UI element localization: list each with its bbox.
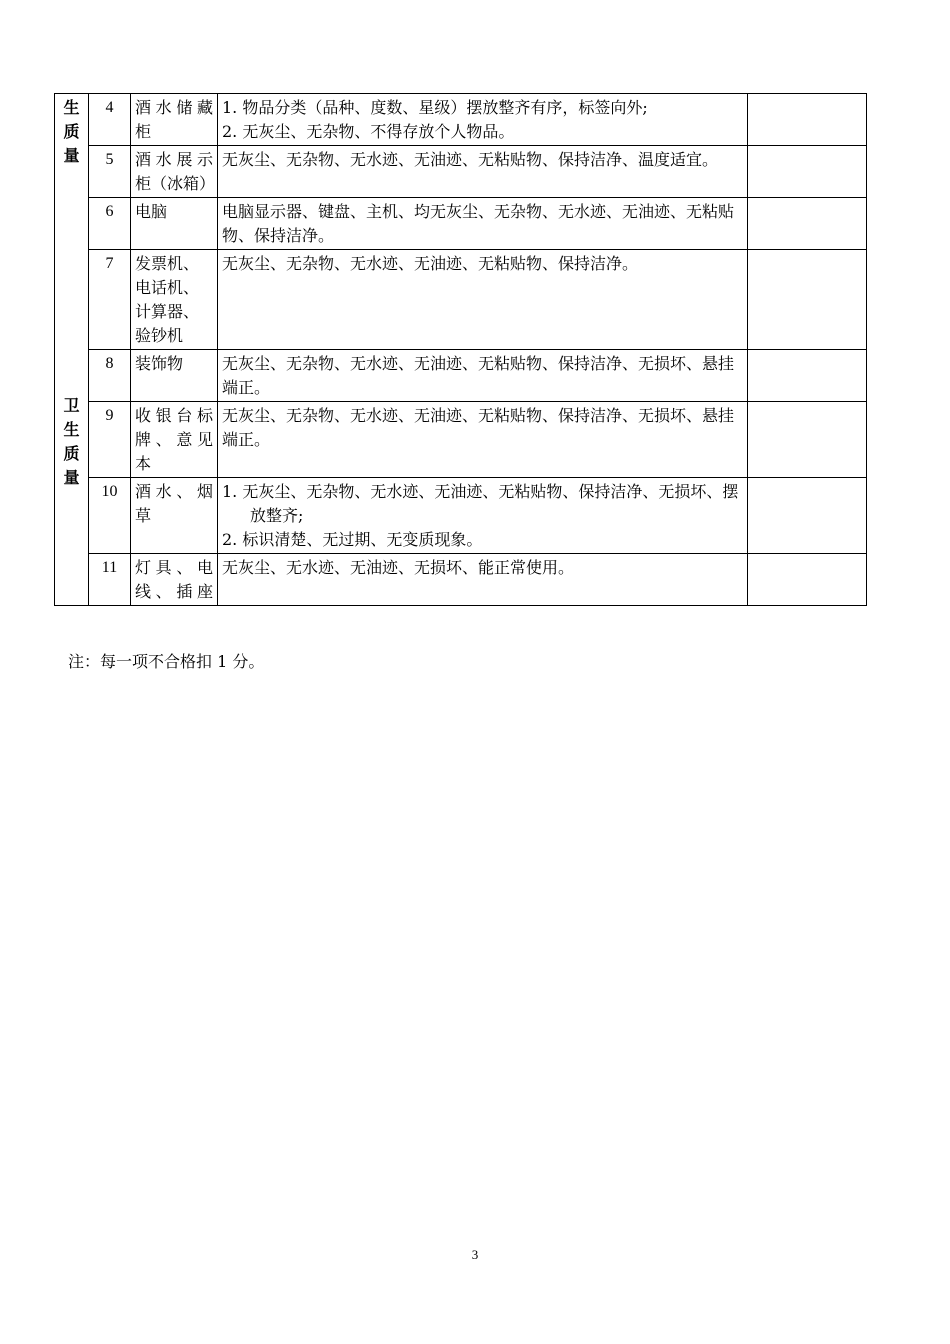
score-cell <box>748 478 867 554</box>
score-cell <box>748 146 867 198</box>
table-row <box>55 478 867 554</box>
table-row <box>55 554 867 606</box>
item-name: 酒水、烟草 <box>131 478 218 554</box>
standard-line: 1. 无灰尘、无杂物、无水迹、无油迹、无粘贴物、保持洁净、无损坏、摆放整齐; <box>222 482 739 525</box>
row-number: 7 <box>89 250 131 350</box>
scoring-note: 注：每一项不合格扣 1 分。 <box>68 652 265 671</box>
standard-line: 无灰尘、无杂物、无水迹、无油迹、无粘贴物、保持洁净、温度适宜。 <box>222 150 719 169</box>
table-row <box>55 94 867 146</box>
score-cell <box>748 350 867 402</box>
category-cell <box>55 94 89 606</box>
item-name: 酒水展示柜（冰箱） <box>131 146 218 198</box>
standard-line: 无灰尘、无杂物、无水迹、无油迹、无粘贴物、保持洁净、无损坏、悬挂端正。 <box>222 354 735 397</box>
item-name: 灯具、电线、插座 <box>131 554 218 606</box>
standard-cell <box>218 554 748 606</box>
score-cell <box>748 198 867 250</box>
hygiene-inspection-table <box>54 93 867 606</box>
row-number: 11 <box>89 554 131 606</box>
row-number: 6 <box>89 198 131 250</box>
standard-line: 1. 物品分类（品种、度数、星级）摆放整齐有序，标签向外; <box>222 98 648 117</box>
score-cell <box>748 554 867 606</box>
category-label-top <box>55 96 88 168</box>
standard-cell <box>218 478 748 554</box>
table-row <box>55 402 867 478</box>
table-row <box>55 146 867 198</box>
item-name: 收银台标牌、意见本 <box>131 402 218 478</box>
standard-line: 无灰尘、无杂物、无水迹、无油迹、无粘贴物、保持洁净、无损坏、悬挂端正。 <box>222 406 735 449</box>
row-number: 10 <box>89 478 131 554</box>
standard-cell <box>218 198 748 250</box>
table-row <box>55 350 867 402</box>
table-row <box>55 250 867 350</box>
table-row <box>55 198 867 250</box>
standard-cell <box>218 250 748 350</box>
score-cell <box>748 402 867 478</box>
standard-line: 电脑显示器、键盘、主机、均无灰尘、无杂物、无水迹、无油迹、无粘贴物、保持洁净。 <box>222 202 735 245</box>
item-name: 发票机、电话机、计算器、验钞机 <box>131 250 218 350</box>
standard-line: 无灰尘、无水迹、无油迹、无损坏、能正常使用。 <box>222 558 575 577</box>
score-cell <box>748 94 867 146</box>
score-cell <box>748 250 867 350</box>
row-number: 5 <box>89 146 131 198</box>
row-number: 4 <box>89 94 131 146</box>
item-name: 酒水储藏柜 <box>131 94 218 146</box>
row-number: 9 <box>89 402 131 478</box>
item-name: 装饰物 <box>131 350 218 402</box>
standard-line: 2. 标识清楚、无过期、无变质现象。 <box>222 530 483 549</box>
standard-line: 无灰尘、无杂物、无水迹、无油迹、无粘贴物、保持洁净。 <box>222 254 639 273</box>
category-char: 卫 <box>63 396 80 415</box>
category-char: 量 <box>63 146 80 165</box>
standard-cell <box>218 146 748 198</box>
row-number: 8 <box>89 350 131 402</box>
standard-line: 2. 无灰尘、无杂物、不得存放个人物品。 <box>222 122 515 141</box>
category-char: 质 <box>63 444 80 463</box>
standard-cell <box>218 402 748 478</box>
page-number: 3 <box>471 1247 479 1262</box>
standard-cell <box>218 94 748 146</box>
category-char: 质 <box>63 122 80 141</box>
category-char: 生 <box>63 420 80 439</box>
item-name: 电脑 <box>131 198 218 250</box>
category-char: 量 <box>63 468 80 487</box>
standard-cell <box>218 350 748 402</box>
category-label-bottom <box>55 394 88 490</box>
category-char: 生 <box>63 98 80 117</box>
